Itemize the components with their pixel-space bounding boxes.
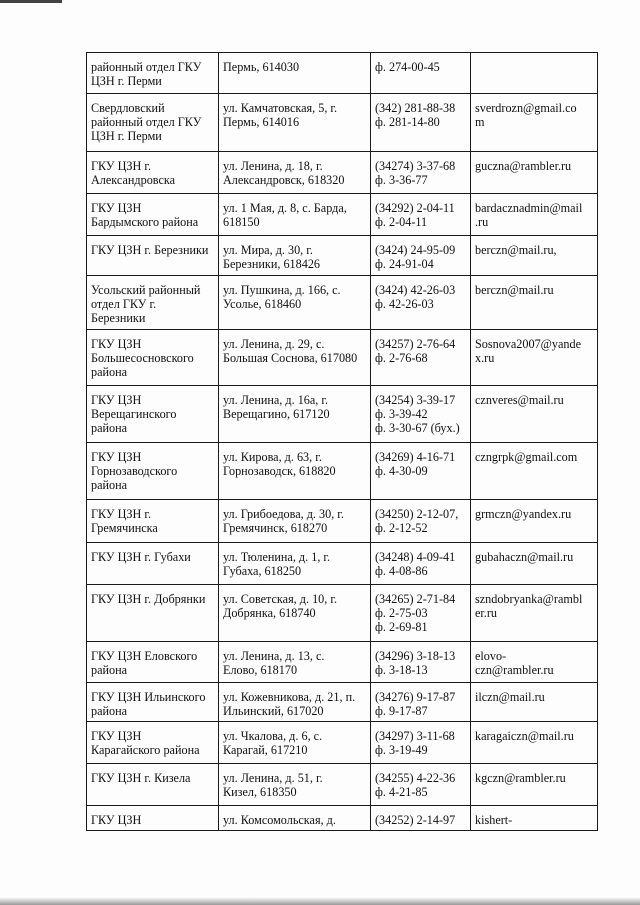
cell-email: berczn@mail.ru, <box>471 236 598 276</box>
cell-name: ГКУ ЦЗН г. Гремячинска <box>87 500 219 543</box>
cell-name: ГКУ ЦЗН Ильинского района <box>87 683 219 722</box>
cell-phone: (34248) 4-09-41 ф. 4-08-86 <box>371 543 471 585</box>
cell-email: bardacznadmin@mail .ru <box>471 194 598 236</box>
cell-address: ул. Пушкина, д. 166, с. Усолье, 618460 <box>219 276 371 330</box>
cell-email: kgczn@rambler.ru <box>471 764 598 806</box>
cell-phone: (34276) 9-17-87 ф. 9-17-87 <box>371 683 471 722</box>
table-row <box>87 642 598 683</box>
cell-phone: (34255) 4-22-36 ф. 4-21-85 <box>371 764 471 806</box>
table-row <box>87 683 598 722</box>
cell-address: ул. Мира, д. 30, г. Березники, 618426 <box>219 236 371 276</box>
cell-email <box>471 53 598 94</box>
cell-phone: (34274) 3-37-68 ф. 3-36-77 <box>371 152 471 194</box>
cell-name: ГКУ ЦЗН Еловского района <box>87 642 219 683</box>
cell-phone: (342) 281-88-38 ф. 281-14-80 <box>371 94 471 152</box>
cell-address: ул. Грибоедова, д. 30, г. Гремячинск, 618270 <box>219 500 371 543</box>
cell-address: ул. Кирова, д. 63, г. Горнозаводск, 618820 <box>219 443 371 500</box>
cell-address: ул. Ленина, д. 13, с. Елово, 618170 <box>219 642 371 683</box>
table-row <box>87 764 598 806</box>
cell-name: ГКУ ЦЗН г. Кизела <box>87 764 219 806</box>
cell-name: ГКУ ЦЗН <box>87 806 219 831</box>
table-row <box>87 276 598 330</box>
cell-email: sverdrozn@gmail.co m <box>471 94 598 152</box>
cell-name: ГКУ ЦЗН Горнозаводского района <box>87 443 219 500</box>
cell-phone: (34296) 3-18-13 ф. 3-18-13 <box>371 642 471 683</box>
cell-email: guczna@rambler.ru <box>471 152 598 194</box>
cell-address: ул. Комсомольская, д. <box>219 806 371 831</box>
cell-name: ГКУ ЦЗН г. Березники <box>87 236 219 276</box>
table-row <box>87 152 598 194</box>
cell-email: szndobryanka@rambl er.ru <box>471 585 598 642</box>
cell-name: ГКУ ЦЗН г. Александровска <box>87 152 219 194</box>
table-row <box>87 443 598 500</box>
cell-email: kishert- <box>471 806 598 831</box>
cell-email: karagaiczn@mail.ru <box>471 722 598 764</box>
cell-phone: (34269) 4-16-71 ф. 4-30-09 <box>371 443 471 500</box>
cell-email: cznveres@mail.ru <box>471 386 598 443</box>
table-row <box>87 585 598 642</box>
cell-phone: ф. 274-00-45 <box>371 53 471 94</box>
cell-address: ул. Ленина, д. 18, г. Александровск, 618320 <box>219 152 371 194</box>
table-row <box>87 330 598 386</box>
cell-phone: (34292) 2-04-11 ф. 2-04-11 <box>371 194 471 236</box>
cell-name: ГКУ ЦЗН г. Губахи <box>87 543 219 585</box>
cell-phone: (34250) 2-12-07, ф. 2-12-52 <box>371 500 471 543</box>
table-row <box>87 543 598 585</box>
cell-address: ул. Тюленина, д. 1, г. Губаха, 618250 <box>219 543 371 585</box>
cell-phone: (3424) 24-95-09 ф. 24-91-04 <box>371 236 471 276</box>
cell-address: ул. Ленина, д. 29, с. Большая Соснова, 617080 <box>219 330 371 386</box>
table-row <box>87 386 598 443</box>
table-row <box>87 806 598 831</box>
cell-name: Усольский районный отдел ГКУ г. Березники <box>87 276 219 330</box>
cell-phone: (34254) 3-39-17 ф. 3-39-42 ф. 3-30-67 (бух.) <box>371 386 471 443</box>
scan-artifact-bottom <box>0 897 640 905</box>
cell-email: czngrpk@gmail.com <box>471 443 598 500</box>
cell-address: ул. Ленина, д. 16а, г. Верещагино, 617120 <box>219 386 371 443</box>
cell-phone: (34265) 2-71-84 ф. 2-75-03 ф. 2-69-81 <box>371 585 471 642</box>
table-row <box>87 500 598 543</box>
cell-name: ГКУ ЦЗН Верещагинского района <box>87 386 219 443</box>
cell-email: ilczn@mail.ru <box>471 683 598 722</box>
cell-email: berczn@mail.ru <box>471 276 598 330</box>
cell-email: elovo- czn@rambler.ru <box>471 642 598 683</box>
cell-name: ГКУ ЦЗН Карагайского района <box>87 722 219 764</box>
cell-address: ул. 1 Мая, д. 8, с. Барда, 618150 <box>219 194 371 236</box>
cell-phone: (3424) 42-26-03 ф. 42-26-03 <box>371 276 471 330</box>
cell-name: районный отдел ГКУ ЦЗН г. Перми <box>87 53 219 94</box>
cell-address: Пермь, 614030 <box>219 53 371 94</box>
table-row <box>87 194 598 236</box>
cell-email: Sosnova2007@yande x.ru <box>471 330 598 386</box>
cell-name: ГКУ ЦЗН г. Добрянки <box>87 585 219 642</box>
cell-name: Свердловский районный отдел ГКУ ЦЗН г. Перми <box>87 94 219 152</box>
table-row <box>87 94 598 152</box>
cell-phone: (34252) 2-14-97 <box>371 806 471 831</box>
cell-address: ул. Ленина, д. 51, г. Кизел, 618350 <box>219 764 371 806</box>
table-row <box>87 722 598 764</box>
cell-address: ул. Кожевникова, д. 21, п. Ильинский, 617020 <box>219 683 371 722</box>
cell-email: gubahaczn@mail.ru <box>471 543 598 585</box>
cell-address: ул. Камчатовская, 5, г. Пермь, 614016 <box>219 94 371 152</box>
cell-address: ул. Чкалова, д. 6, с. Карагай, 617210 <box>219 722 371 764</box>
table-row <box>87 236 598 276</box>
cell-address: ул. Советская, д. 10, г. Добрянка, 618740 <box>219 585 371 642</box>
scan-artifact-top <box>0 0 62 3</box>
cell-phone: (34297) 3-11-68 ф. 3-19-49 <box>371 722 471 764</box>
cell-email: grmczn@yandex.ru <box>471 500 598 543</box>
cell-name: ГКУ ЦЗН Бардымского района <box>87 194 219 236</box>
employment-centers-table <box>86 52 598 831</box>
table-row <box>87 53 598 94</box>
cell-name: ГКУ ЦЗН Большесосновского района <box>87 330 219 386</box>
cell-phone: (34257) 2-76-64 ф. 2-76-68 <box>371 330 471 386</box>
